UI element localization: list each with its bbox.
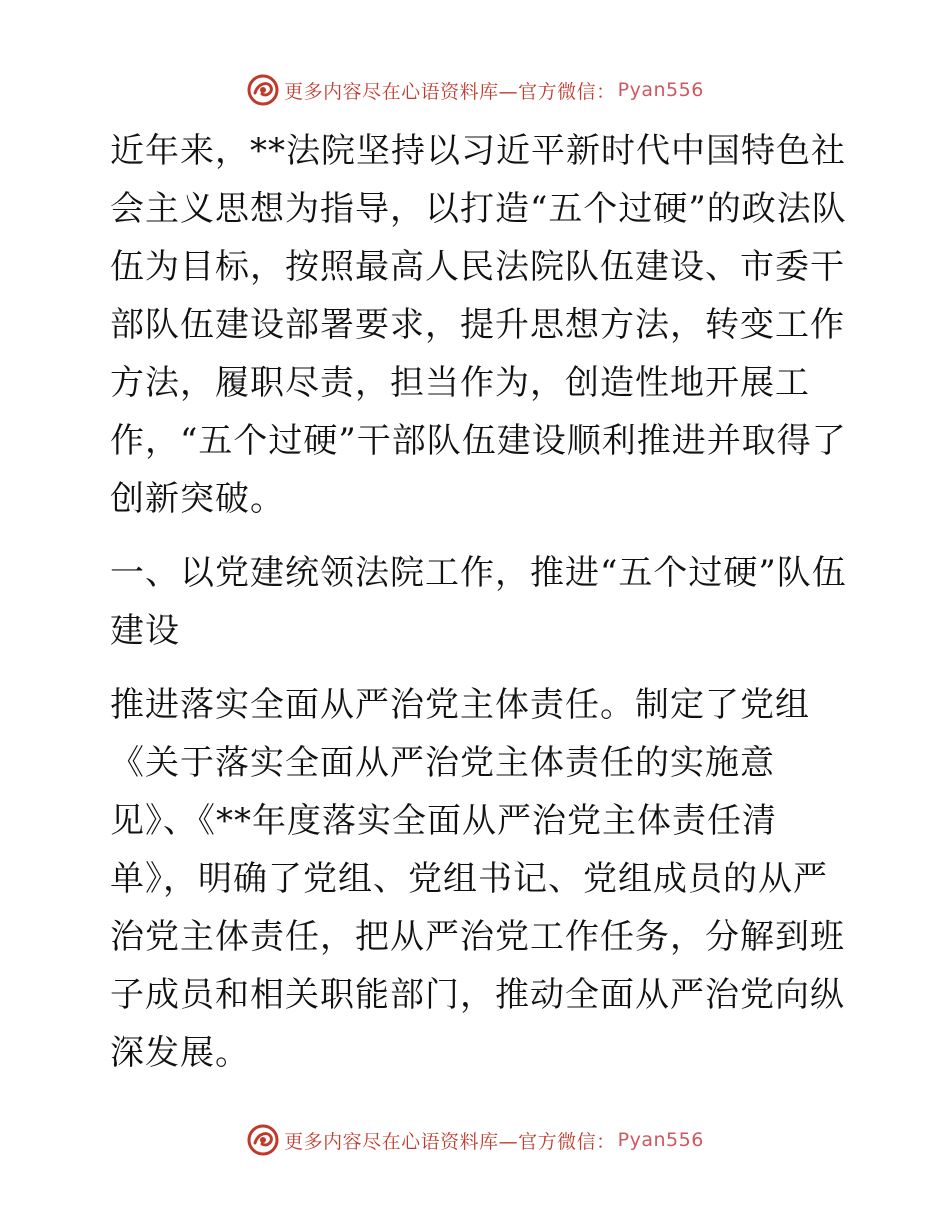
intro-paragraph: 近年来，**法院坚持以习近平新时代中国特色社会主义思想为指导，以打造“五个过硬”的政法队伍为目标，按照最高人民法院队伍建设、市委干部队伍建设部署要求，提升思想方法，转变工作方法，履职尽责，担当作为，创造性地开展工作，“五个过硬”干部队伍建设顺利推进并取得了创新突破。 xyxy=(110,131,847,519)
section-heading: 一、以党建统领法院工作，推进“五个过硬”队伍建设 xyxy=(110,553,847,651)
watermark-text: 更多内容尽在心语资料库—官方微信： xyxy=(284,1130,616,1153)
watermark-id: Pyan556 xyxy=(617,79,704,101)
watermark-id: Pyan556 xyxy=(617,1129,704,1151)
footer-watermark xyxy=(0,1120,950,1160)
watermark-text: 更多内容尽在心语资料库—官方微信： xyxy=(284,80,616,103)
body-paragraph: 推进落实全面从严治党主体责任。制定了党组《关于落实全面从严治党主体责任的实施意见》、《**年度落实全面从严治党主体责任清单》，明确了党组、党组书记、党组成员的从严治党主体责任，把从严治党工作任务，分解到班子成员和相关职能部门，推动全面从严治党向纵深发展。 xyxy=(110,685,845,1073)
document-body xyxy=(98,122,858,1082)
header-watermark xyxy=(0,70,950,110)
red-swirl-seal-icon xyxy=(246,1123,280,1157)
red-swirl-seal-icon xyxy=(246,73,280,107)
